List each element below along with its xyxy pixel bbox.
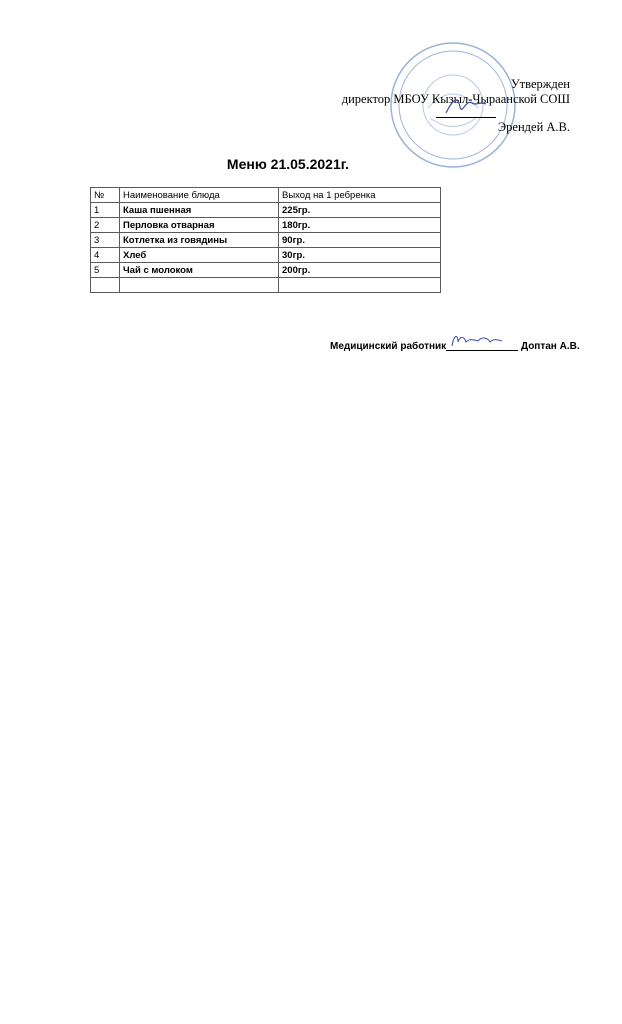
dish-name: Котлетка из говядины xyxy=(120,233,279,248)
row-number: 1 xyxy=(91,203,120,218)
portion: 30гр. xyxy=(279,248,441,263)
column-header-dish: Наименование блюда xyxy=(120,188,279,203)
menu-table xyxy=(90,187,441,293)
medical-signature-block xyxy=(330,338,590,352)
portion: 90гр. xyxy=(279,233,441,248)
table-row xyxy=(91,248,441,263)
approval-approved: Утвержден xyxy=(510,77,570,91)
page-title: Меню 21.05.2021г. xyxy=(226,156,350,172)
portion: 180гр. xyxy=(279,218,441,233)
table-row xyxy=(91,203,441,218)
table-row xyxy=(91,263,441,278)
portion: 200гр. xyxy=(279,263,441,278)
dish-name: Перловка отварная xyxy=(120,218,279,233)
row-number: 2 xyxy=(91,218,120,233)
footer-role: Медицинский работник xyxy=(330,341,447,352)
approval-block xyxy=(310,77,570,135)
approval-signature-line xyxy=(310,107,570,135)
dish-name: Каша пшенная xyxy=(120,203,279,218)
dish-name xyxy=(120,278,279,293)
medical-worker-signature xyxy=(446,338,518,351)
approval-position: директор МБОУ Кызыл-Чыраанской СОШ xyxy=(341,92,570,106)
footer-name: Доптан А.В. xyxy=(520,341,580,352)
table-header-row xyxy=(91,188,441,203)
table-row-empty xyxy=(91,278,441,293)
portion xyxy=(279,278,441,293)
approval-name: Эрендей А.В. xyxy=(497,120,570,134)
row-number: 3 xyxy=(91,233,120,248)
director-signature xyxy=(436,107,496,118)
column-header-number: № xyxy=(91,188,120,203)
table-row xyxy=(91,218,441,233)
column-header-portion: Выход на 1 ребренка xyxy=(279,188,441,203)
row-number: 5 xyxy=(91,263,120,278)
row-number xyxy=(91,278,120,293)
dish-name: Чай с молоком xyxy=(120,263,279,278)
table-row xyxy=(91,233,441,248)
dish-name: Хлеб xyxy=(120,248,279,263)
row-number: 4 xyxy=(91,248,120,263)
portion: 225гр. xyxy=(279,203,441,218)
